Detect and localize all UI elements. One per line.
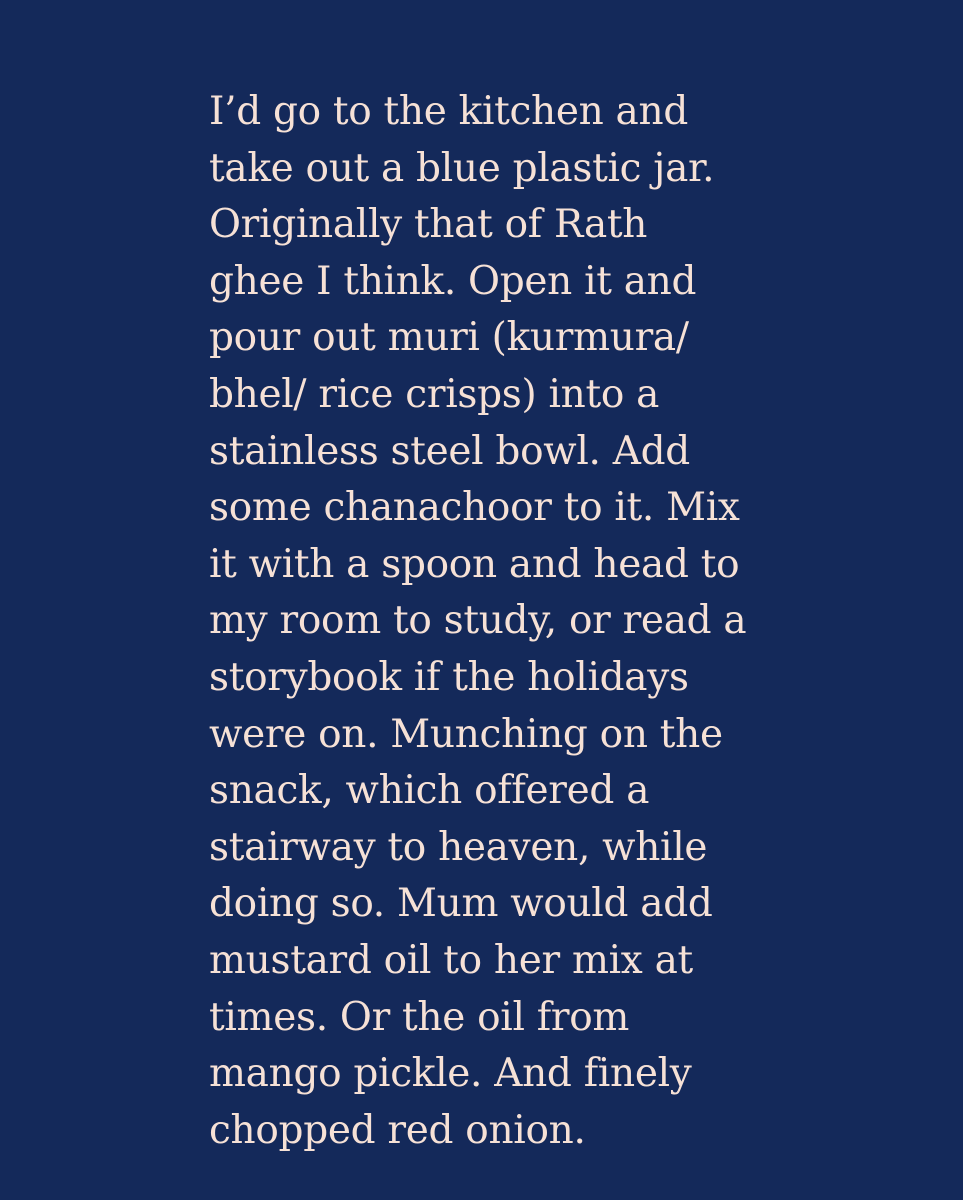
text-paragraph [209, 84, 929, 1159]
text-line: mango pickle. And finely [209, 1051, 692, 1097]
text-line: storybook if the holidays [209, 654, 689, 700]
text-line: times. Or the oil from [209, 994, 630, 1040]
text-line: my room to study, or read a [209, 598, 747, 644]
text-line: stainless steel bowl. Add [209, 428, 690, 474]
text-line: stairway to heaven, while [209, 824, 708, 870]
text-line: some chanachoor to it. Mix [209, 485, 740, 531]
text-line: bhel/ rice crisps) into a [209, 371, 660, 417]
text-line: doing so. Mum would add [209, 881, 713, 927]
text-line: chopped red onion. [209, 1107, 586, 1153]
text-line: take out a blue plastic jar. [209, 145, 715, 191]
text-line: pour out muri (kurmura/ [209, 315, 689, 361]
text-line: I’d go to the kitchen and [209, 89, 688, 134]
text-line: it with a spoon and head to [209, 541, 740, 587]
text-line: mustard oil to her mix at [209, 937, 693, 983]
text-line: snack, which offered a [209, 768, 650, 814]
text-line: Originally that of Rath [209, 202, 648, 248]
text-line: ghee I think. Open it and [209, 258, 697, 304]
text-line: were on. Munching on the [209, 711, 723, 757]
